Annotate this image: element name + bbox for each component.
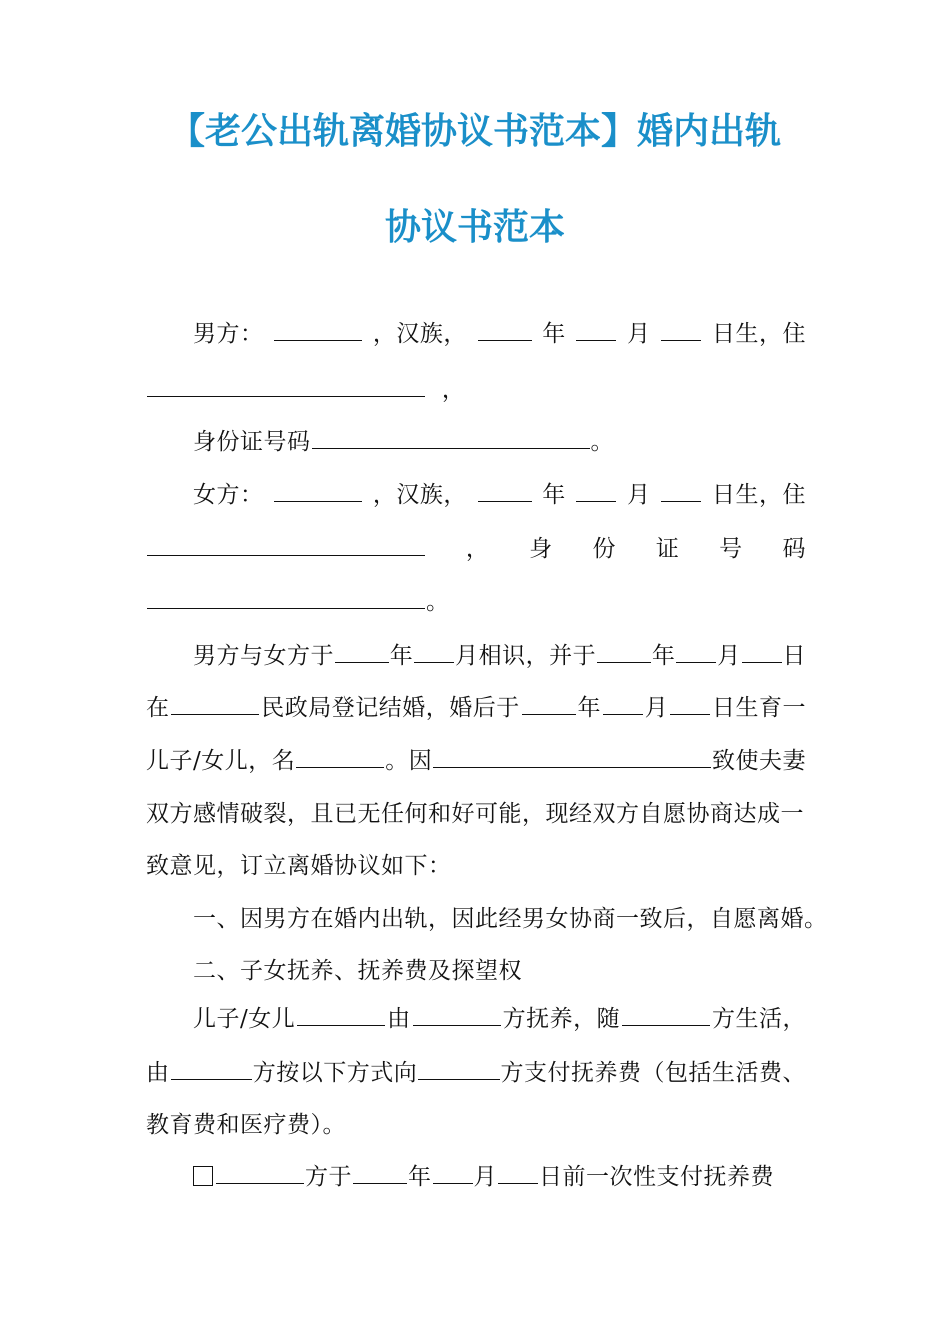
- lump-sum-option: [193, 1161, 793, 1193]
- text: 年: [408, 1164, 432, 1190]
- text: 方生活，: [711, 1006, 806, 1032]
- child-name-blank: [296, 745, 384, 768]
- clause-1: 一、因男方在婚内出轨，因此经男女协商一致后，自愿离婚。: [193, 906, 828, 932]
- wife-address-id-line: [146, 533, 806, 565]
- text: 月: [717, 643, 741, 669]
- wife-id-line: [146, 586, 806, 618]
- husband-id-label: 身份证号码: [193, 429, 311, 455]
- child-blank: [297, 1003, 385, 1026]
- payer-party-blank: [171, 1057, 252, 1080]
- wife-address-comma: ，: [465, 536, 490, 562]
- text: 方支付抚养费（包括生活费、: [500, 1060, 806, 1086]
- wife-birth-day-blank: [661, 479, 701, 502]
- wife-id-char: 身: [529, 536, 553, 562]
- text: 年: [389, 643, 414, 669]
- husband-info-line: [193, 318, 806, 350]
- birth-month-blank: [603, 692, 643, 715]
- lump-sum-year-blank: [353, 1161, 407, 1184]
- wife-label: 女方：: [193, 482, 264, 508]
- lump-sum-party-blank: [216, 1161, 304, 1184]
- husband-label: 男方：: [193, 321, 264, 347]
- wife-id-char: 份: [592, 536, 616, 562]
- husband-birth-day-blank: [661, 318, 701, 341]
- text: 年: [651, 643, 676, 669]
- meet-year-blank: [335, 640, 389, 663]
- husband-ethnicity: ，汉族，: [372, 321, 467, 347]
- clause-2-line-2: [146, 1057, 806, 1089]
- text: 月相识，并于: [455, 643, 597, 669]
- marriage-year-blank: [597, 640, 651, 663]
- husband-birth-year-blank: [478, 318, 532, 341]
- wife-birth-month-blank: [576, 479, 616, 502]
- text: 月: [644, 695, 669, 721]
- wife-info-line: [193, 479, 806, 511]
- text: 月: [473, 1164, 497, 1190]
- birth-day-blank: [670, 692, 710, 715]
- reason-blank: [433, 745, 711, 768]
- husband-address-blank: [147, 374, 425, 397]
- clause-2-heading: 二、子女抚养、抚养费及探望权: [193, 958, 522, 984]
- husband-name-blank: [274, 318, 362, 341]
- wife-born-label: 日生，住: [712, 482, 806, 508]
- clause-2-line-3: 教育费和医疗费）。: [146, 1112, 346, 1138]
- wife-month-label: 月: [627, 482, 651, 508]
- text: 男方与女方于: [193, 643, 334, 669]
- document-title-line-2: 协议书范本: [384, 207, 565, 248]
- custody-party-blank: [413, 1003, 501, 1026]
- text: 。因: [385, 748, 433, 774]
- husband-birth-month-blank: [576, 318, 616, 341]
- text: 在: [146, 695, 170, 721]
- wife-name-blank: [274, 479, 362, 502]
- text: 致使夫妻: [712, 748, 806, 774]
- live-with-party-blank: [622, 1003, 710, 1026]
- birth-year-blank: [522, 692, 576, 715]
- text: 日前一次性支付抚养费: [539, 1164, 774, 1190]
- clause-2-line-1: [193, 1003, 806, 1035]
- husband-born-label: 日生，住: [712, 321, 806, 347]
- wife-id-char: 码: [782, 536, 806, 562]
- lump-sum-month-blank: [433, 1161, 473, 1184]
- wife-id-char: 号: [719, 536, 743, 562]
- wife-id-blank: [147, 586, 425, 609]
- wife-id-char: 证: [655, 536, 680, 562]
- husband-year-label: 年: [542, 321, 566, 347]
- husband-id-line: [193, 426, 806, 458]
- checkbox-icon[interactable]: [193, 1166, 213, 1186]
- para1-line-4: 双方感情破裂，且已无任何和好可能，现经双方自愿协商达成一: [146, 801, 804, 827]
- marriage-day-blank: [742, 640, 782, 663]
- wife-birth-year-blank: [478, 479, 532, 502]
- text: 民政局登记结婚，婚后于: [261, 695, 520, 721]
- text: 日: [782, 643, 807, 669]
- payee-party-blank: [418, 1057, 499, 1080]
- text: 由: [146, 1060, 170, 1086]
- text: 方于: [305, 1164, 352, 1190]
- text: 儿子/女儿，名: [146, 748, 296, 774]
- para1-line-1: [193, 640, 806, 672]
- civil-affairs-blank: [171, 692, 259, 715]
- text: 日生育一: [712, 695, 806, 721]
- text: 儿子/女儿: [193, 1006, 296, 1032]
- text: 年: [577, 695, 601, 721]
- husband-month-label: 月: [627, 321, 651, 347]
- husband-address-line: [146, 374, 806, 406]
- text: 方抚养，随: [502, 1006, 621, 1032]
- text: 方按以下方式向: [252, 1060, 418, 1086]
- text: 由: [387, 1006, 411, 1032]
- marriage-month-blank: [676, 640, 716, 663]
- wife-id-end: 。: [426, 589, 450, 615]
- lump-sum-day-blank: [498, 1161, 538, 1184]
- wife-ethnicity: ，汉族，: [372, 482, 467, 508]
- husband-id-end: 。: [590, 429, 614, 455]
- para1-line-3: [146, 745, 806, 777]
- wife-year-label: 年: [542, 482, 566, 508]
- wife-address-blank: [147, 533, 425, 556]
- husband-id-blank: [312, 426, 590, 449]
- para1-line-2: [146, 692, 806, 724]
- document-title-line-1: 【老公出轨离婚协议书范本】婚内出轨: [168, 111, 781, 152]
- husband-address-comma: ，: [441, 377, 466, 403]
- para1-line-5: 致意见，订立离婚协议如下：: [146, 853, 452, 879]
- meet-month-blank: [414, 640, 454, 663]
